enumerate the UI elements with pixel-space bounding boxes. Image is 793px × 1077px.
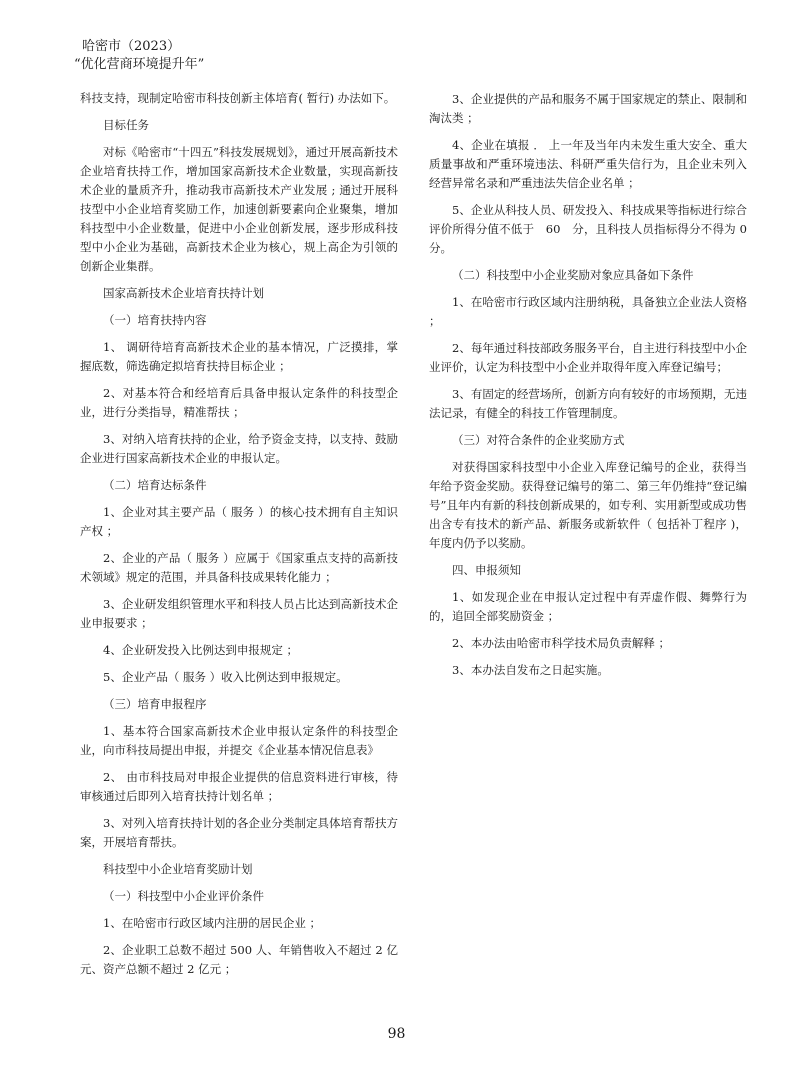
header-line-2: “优化营商环境提升年” (74, 57, 205, 72)
paragraph: （三）培育申报程序 (103, 697, 207, 711)
paragraph: 3、企业提供的产品和服务不属于国家规定的禁止、限制和淘汰类 ； (429, 92, 747, 125)
paragraph: 2、 由市科技局对申报企业提供的信息资料进行审核，待审核通过后即列入培育扶持计划名单 ； (80, 770, 398, 803)
paragraph: 3、有固定的经营场所，创新方向有较好的市场预期，无违法记录，有健全的科技工作管理制度。 (429, 387, 747, 420)
paragraph: 1、如发现企业在申报认定过程中有弄虚作假、舞弊行为的，追回全部奖励资金 ； (429, 590, 747, 623)
paragraph: 1、在哈密市行政区域内注册纳税，具备独立企业法人资格 ； (429, 295, 747, 328)
page-number: 98 (387, 1026, 406, 1042)
left-column (80, 89, 398, 987)
paragraph: 目标任务 (103, 118, 149, 132)
paragraph: 2、本办法由哈密市科学技术局负责解释 ； (452, 636, 670, 650)
paragraph: 四、申报须知 (452, 563, 521, 577)
paragraph: （二）科技型中小企业奖励对象应具备如下条件 (452, 268, 694, 282)
paragraph: 3、对纳入培育扶持的企业，给予资金支持，以支持、鼓励企业进行国家高新技术企业的申报认定。 (80, 432, 398, 465)
paragraph: 1、在哈密市行政区域内注册的居民企业 ； (103, 916, 321, 930)
paragraph: 对标《哈密市“十四五”科技发展规划》，通过开展高新技术企业培育扶持工作，增加国家高新技术企业数量，实现高新技术企业的量质齐升，推动我市高新技术产业发展 ; 通过开展科技型中小企业培育奖励工作，加速创新要素向企业聚集，增加科技型中小企业数量，促进中小企业创新发展，逐步形成科技型中小企业为基础，高新技术企业为核心，规上高企为引领的创新企业集群。 (80, 145, 398, 273)
paragraph: 3、对列入培育扶持计划的各企业分类制定具体培育帮扶方案，开展培育帮扶。 (80, 816, 398, 849)
paragraph: 5、企业从科技人员、研发投入、科技成果等指标进行综合评价所得分值不低于 60 分，且科技人员指标得分不得为 0 分。 (429, 203, 747, 255)
paragraph: 2、企业职工总数不超过 500 人、年销售收入不超过 2 亿元、资产总额不超过 2 亿元 ； (80, 943, 398, 976)
paragraph: 2、对基本符合和经培育后具备申报认定条件的科技型企业，进行分类指导，精准帮扶 ； (80, 386, 398, 419)
paragraph: 科技支持，现制定哈密市科技创新主体培育( 暂行) 办法如下。 (80, 91, 396, 105)
paragraph: 国家高新技术企业培育扶持计划 (103, 286, 264, 300)
paragraph: 1、基本符合国家高新技术企业申报认定条件的科技型企业，向市科技局提出申报，并提交《企业基本情况信息表》 (80, 724, 398, 757)
paragraph: 3、本办法自发布之日起实施。 (452, 663, 609, 677)
paragraph: （一）科技型中小企业评价条件 (103, 889, 264, 903)
paragraph: （二）培育达标条件 (103, 478, 207, 492)
paragraph: 1、 调研待培育高新技术企业的基本情况，广泛摸排，掌握底数，筛选确定拟培育扶持目标企业 ； (80, 340, 398, 373)
right-column (429, 90, 747, 688)
paragraph: 3、企业研发组织管理水平和科技人员占比达到高新技术企业申报要求 ； (80, 597, 398, 630)
header-line-1: 哈密市（2023） (82, 39, 181, 54)
paragraph: 对获得国家科技型中小企业入库登记编号的企业，获得当年给予资金奖励。获得登记编号的第二、第三年仍维持“登记编号”且年内有新的科技创新成果的，如专利、实用新型或成功售出含专有技术的新产品、新服务或新软件（ 包括补丁程序 )，年度内仍予以奖励。 (429, 460, 747, 550)
paragraph: 2、企业的产品（ 服务 ）应属于《国家重点支持的高新技术领域》规定的范围，并具备科技成果转化能力 ； (80, 551, 398, 584)
paragraph: 5、企业产品（ 服务 ）收入比例达到申报规定。 (103, 670, 348, 684)
page-header (74, 38, 205, 74)
paragraph: 科技型中小企业培育奖励计划 (103, 862, 253, 876)
paragraph: 4、企业研发投入比例达到申报规定 ； (103, 643, 298, 657)
paragraph: （一）培育扶持内容 (103, 313, 207, 327)
paragraph: 1、企业对其主要产品（ 服务 ）的核心技术拥有自主知识产权 ； (80, 505, 398, 538)
paragraph: 4、企业在填报 ． 上一年及当年内未发生重大安全、重大质量事故和严重环境违法、科研严重失信行为，且企业未列入经营异常名录和严重违法失信企业名单 ； (429, 138, 747, 190)
paragraph: 2、每年通过科技部政务服务平台，自主进行科技型中小企业评价，认定为科技型中小企业并取得年度入库登记编号； (429, 341, 747, 374)
paragraph: （三）对符合条件的企业奖励方式 (452, 433, 625, 447)
